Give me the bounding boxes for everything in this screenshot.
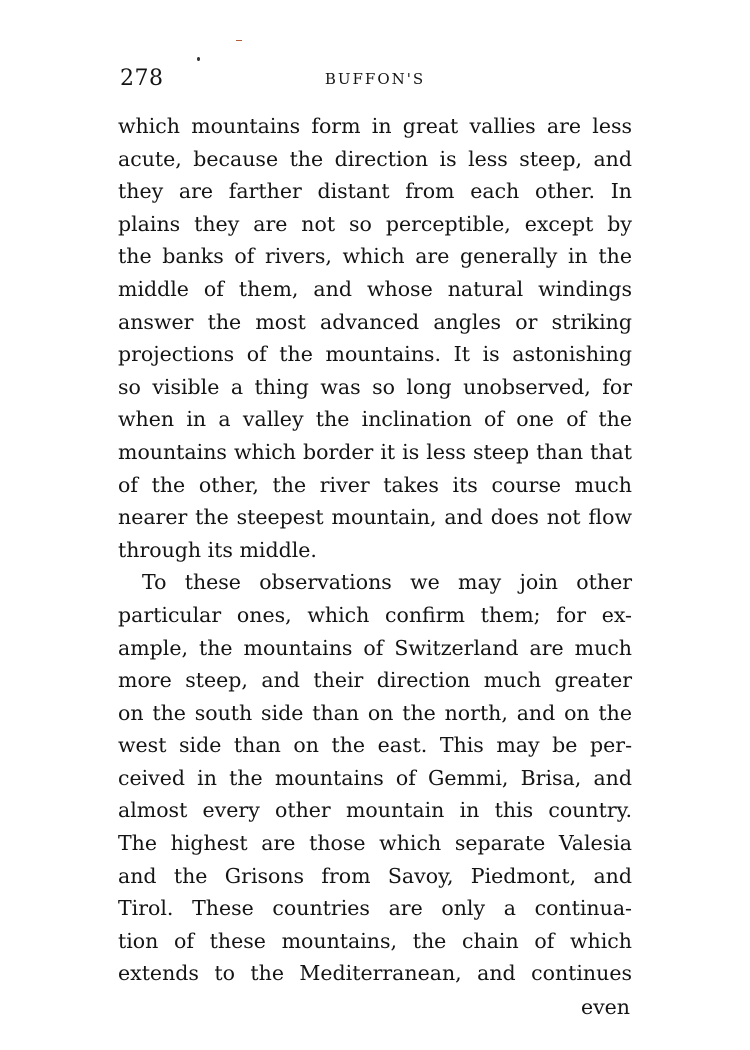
text-line: Tirol. These countries are only a continua- — [118, 896, 632, 921]
page-header — [120, 66, 630, 96]
catchword: even — [580, 995, 630, 1019]
text-line: To these observations we may join other — [142, 570, 632, 595]
text-line: the banks of rivers, which are generally in the — [118, 244, 632, 269]
ink-speck — [197, 57, 200, 61]
text-line: which mountains form in great vallies are less — [118, 114, 632, 138]
text-line: through its middle. — [118, 537, 317, 562]
ink-mark — [236, 40, 242, 41]
paragraph-2 — [118, 566, 632, 990]
text-line: on the south side than on the north, and on the — [118, 700, 632, 725]
body-text — [118, 110, 632, 990]
text-line: middle of them, and whose natural windings — [118, 276, 632, 301]
text-line: extends to the Mediterranean, and continues — [118, 961, 632, 986]
text-line: projections of the mountains. It is astonishing — [118, 342, 632, 367]
text-line: so visible a thing was so long unobserved, for — [118, 374, 632, 399]
text-line: ceived in the mountains of Gemmi, Brisa, and — [118, 765, 632, 790]
text-line: acute, because the direction is less steep, and — [118, 146, 632, 171]
text-line: The highest are those which separate Valesia — [118, 831, 632, 856]
text-line: they are farther distant from each other. In — [118, 179, 632, 204]
text-line: and the Grisons from Savoy, Piedmont, and — [118, 863, 632, 888]
text-line: nearer the steepest mountain, and does not flow — [118, 505, 632, 530]
text-line: west side than on the east. This may be per- — [118, 733, 632, 758]
text-line: tion of these mountains, the chain of which — [118, 928, 632, 953]
text-line: particular ones, which confirm them; for ex- — [118, 602, 632, 627]
text-line: when in a valley the inclination of one of the — [118, 407, 632, 432]
text-line: mountains which border it is less steep than that — [118, 439, 632, 464]
paragraph-1 — [118, 110, 632, 566]
running-head: BUFFON'S — [324, 70, 426, 88]
text-line: ample, the mountains of Switzerland are much — [118, 635, 632, 660]
text-line: more steep, and their direction much greater — [118, 668, 632, 693]
text-line: answer the most advanced angles or striking — [118, 309, 632, 334]
text-line: almost every other mountain in this country. — [118, 798, 632, 823]
text-line: plains they are not so perceptible, except by — [118, 211, 632, 236]
page-number: 278 — [120, 66, 164, 91]
text-line: of the other, the river takes its course much — [118, 472, 632, 497]
